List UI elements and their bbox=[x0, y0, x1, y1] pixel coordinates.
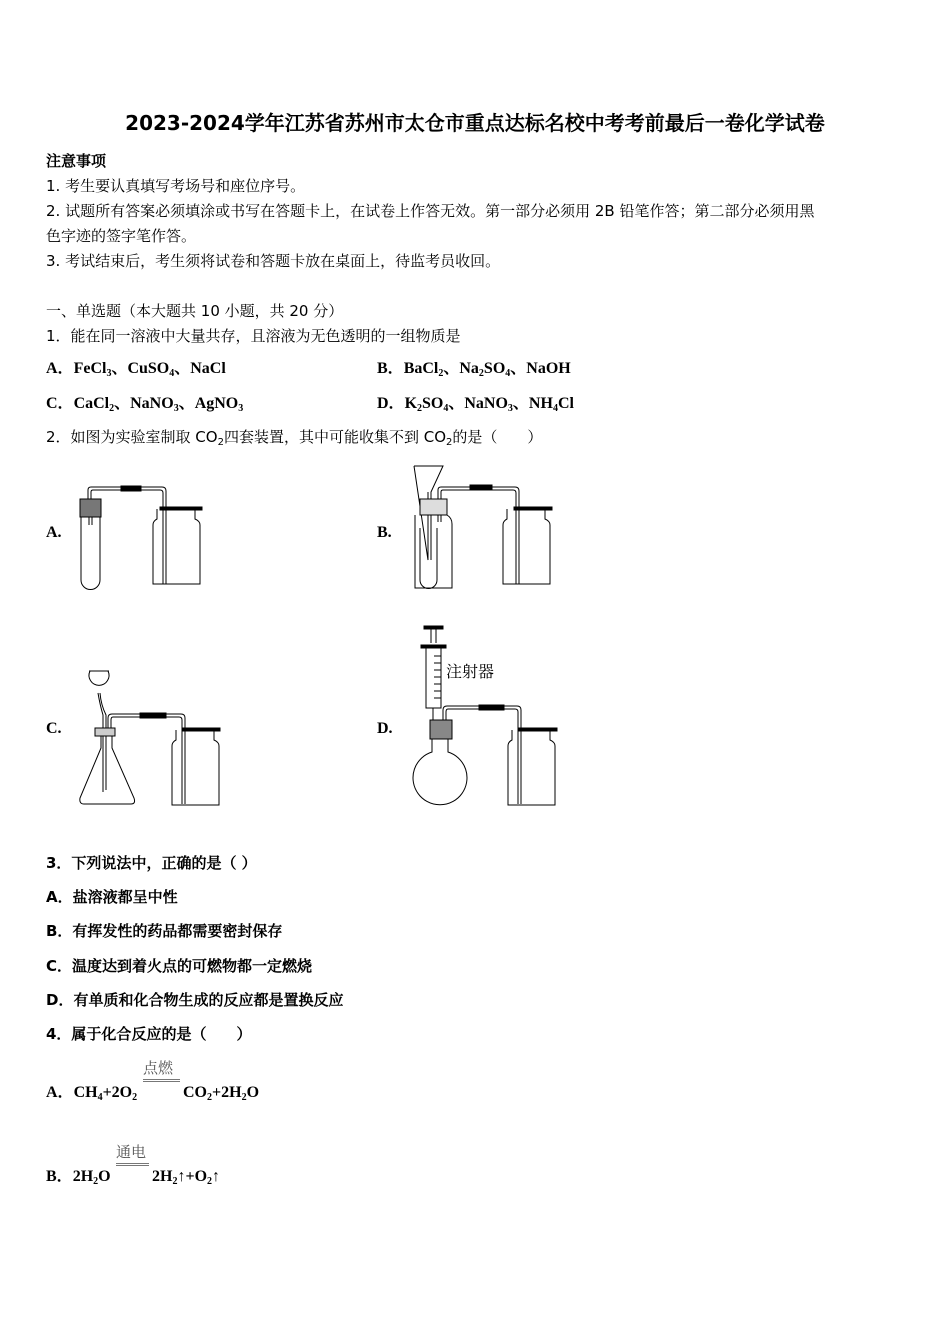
glass-plate bbox=[160, 507, 202, 510]
q2-stem: 2．如图为实验室制取 $CO_2$四套装置，其中可能收集不到 $CO_2$的是（ ） bbox=[46, 428, 543, 448]
q3-option-c: C．温度达到着火点的可燃物都一定燃烧 bbox=[46, 957, 313, 975]
q4-option-b-condition: 通电 bbox=[116, 1143, 147, 1161]
apparatus-d bbox=[413, 626, 557, 805]
reaction-equals-sign bbox=[116, 1163, 149, 1166]
syringe-plunger bbox=[424, 626, 443, 629]
q3-option-b: B．有挥发性的药品都需要密封保存 bbox=[46, 922, 283, 940]
notice-item: 1. 考生要认真填写考场号和座位序号。 bbox=[46, 177, 306, 195]
q4-option-b-right: $2H_2↑+O_2↑$ bbox=[152, 1168, 221, 1187]
q4-option-a-right: $CO_2+2H_2O$ bbox=[183, 1084, 260, 1103]
rubber-stopper bbox=[95, 728, 115, 736]
rubber-stopper bbox=[80, 499, 101, 517]
q1-option-d: D．$K_2SO_4$、NaNO$_3$、$NH_4Cl$ bbox=[377, 395, 574, 414]
rubber-connector bbox=[140, 713, 166, 718]
outer-bottle bbox=[415, 515, 452, 588]
apparatus-a bbox=[80, 486, 202, 590]
apparatus-c bbox=[80, 671, 220, 805]
apparatus-b bbox=[414, 466, 552, 589]
reaction-equals-sign bbox=[143, 1079, 180, 1082]
q1-option-c: C．CaCl$_2$、NaNO$_3$、AgNO$_3$ bbox=[46, 395, 244, 414]
syringe-barrel bbox=[426, 648, 441, 708]
notice-item: 2. 试题所有答案必须填涂或书写在答题卡上，在试卷上作答无效。第一部分必须用 2B 铅笔作答；第二部分必须用黑 bbox=[46, 202, 815, 220]
rubber-connector bbox=[479, 705, 504, 710]
rubber-stopper bbox=[420, 499, 447, 515]
syringe-label: 注射器 bbox=[446, 662, 495, 681]
q1-option-a: A．FeCl$_3$、CuSO$_4$、NaCl bbox=[46, 360, 226, 379]
gas-collecting-bottle bbox=[153, 509, 200, 584]
q2-label-c: C. bbox=[46, 720, 62, 737]
page-title: 2023-2024学年江苏省苏州市太仓市重点达标名校中考考前最后一卷化学试卷 bbox=[125, 111, 825, 135]
rubber-stopper bbox=[430, 720, 452, 739]
notice-item: 3. 考试结束后，考生须将试卷和答题卡放在桌面上，待监考员收回。 bbox=[46, 252, 501, 270]
glass-plate bbox=[182, 728, 220, 731]
notice-item: 色字迹的签字笔作答。 bbox=[46, 227, 197, 245]
thistle-funnel bbox=[89, 671, 109, 685]
q1-stem: 1．能在同一溶液中大量共存，且溶液为无色透明的一组物质是 bbox=[46, 327, 461, 345]
q2-label-d: D. bbox=[377, 720, 393, 737]
rubber-connector bbox=[470, 485, 492, 490]
gas-collecting-bottle bbox=[172, 730, 219, 805]
q4-option-a-condition: 点燃 bbox=[143, 1059, 174, 1077]
q3-option-a: A．盐溶液都呈中性 bbox=[46, 888, 178, 906]
section-heading: 一、单选题（本大题共 10 小题，共 20 分） bbox=[46, 302, 344, 320]
conical-flask bbox=[80, 736, 135, 804]
gas-collecting-bottle bbox=[503, 509, 550, 584]
q4-stem: 4．属于化合反应的是（ ） bbox=[46, 1025, 252, 1043]
q2-label-a: A. bbox=[46, 524, 62, 541]
q3-option-d: D．有单质和化合物生成的反应都是置换反应 bbox=[46, 991, 344, 1009]
round-bottom-flask bbox=[413, 739, 467, 805]
glass-plate bbox=[514, 507, 552, 510]
notice-heading: 注意事项 bbox=[46, 152, 107, 170]
glass-plate bbox=[518, 728, 557, 731]
q4-option-b-left: B．$2H_2O$ bbox=[46, 1168, 111, 1187]
q2-label-b: B. bbox=[377, 524, 392, 541]
q3-stem: 3．下列说法中，正确的是（ ） bbox=[46, 854, 257, 872]
gas-collecting-bottle bbox=[508, 730, 555, 805]
q4-option-a-left: A．$CH_4+2O_2$ bbox=[46, 1084, 138, 1103]
rubber-connector bbox=[121, 486, 141, 491]
q1-option-b: B．BaCl$_2$、$Na_2SO_4$、NaOH bbox=[377, 360, 571, 379]
